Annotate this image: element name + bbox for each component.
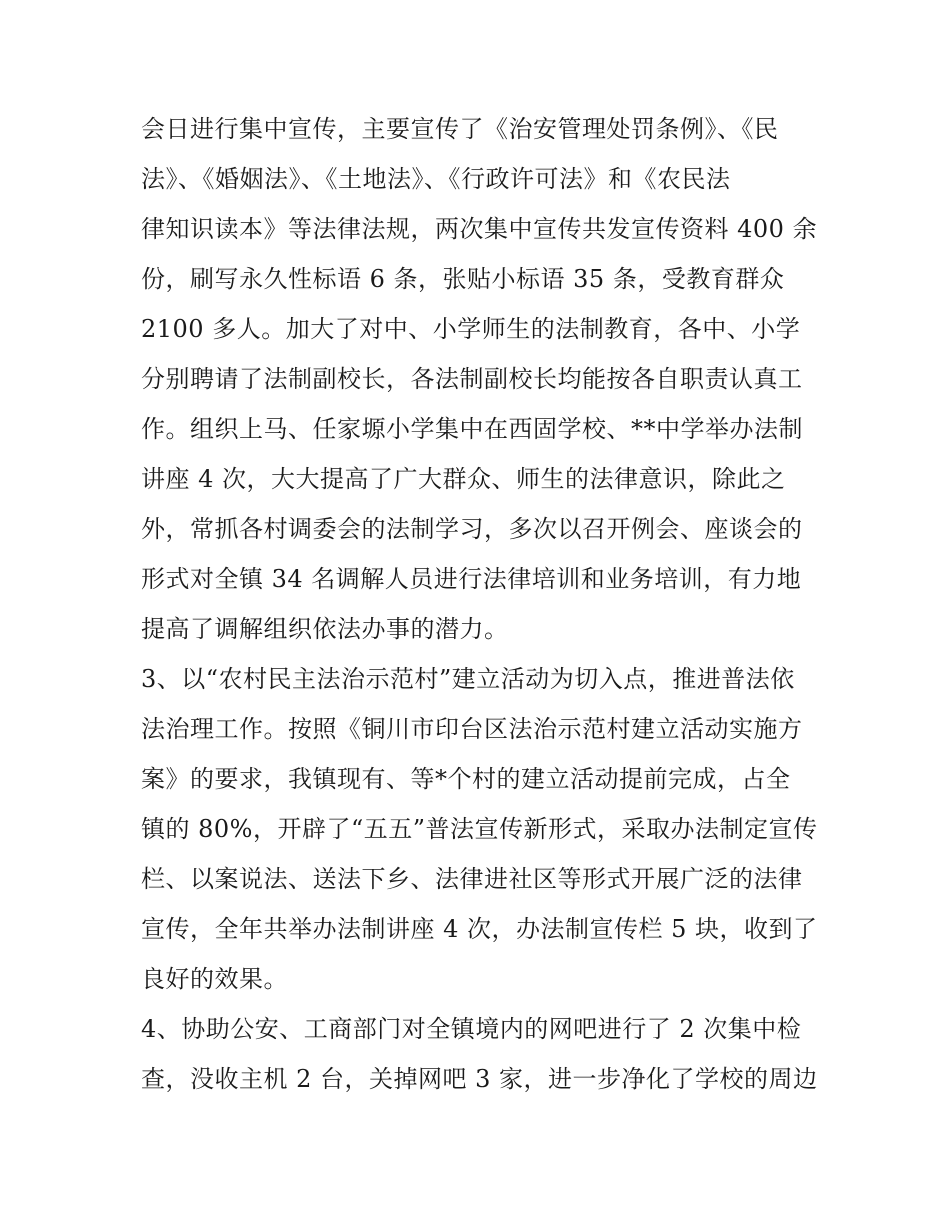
text-line: 外，常抓各村调委会的法制学习，多次以召开例会、座谈会的 [141,515,803,543]
text-line: 会日进行集中宣传，主要宣传了《治安管理处罚条例》、《民 [141,115,779,143]
document-body [141,104,821,1104]
text-line: 形式对全镇 34 名调解人员进行法律培训和业务培训，有力地 [141,565,802,593]
text-line: 讲座 4 次，大大提高了广大群众、师生的法律意识，除此之 [141,465,786,493]
text-line: 宣传，全年共举办法制讲座 4 次，办法制宣传栏 5 块，收到了 [141,915,818,943]
text-line: 2100 多人。加大了对中、小学师生的法制教育，各中、小学 [141,315,801,343]
text-line: 良好的效果。 [141,965,288,993]
text-line: 提高了调解组织依法办事的潜力。 [141,615,509,643]
text-line: 法治理工作。按照《铜川市印台区法治示范村建立活动实施方 [141,715,803,743]
text-line: 镇的 80%，开辟了“五五”普法宣传新形式，采取办法制定宣传 [141,815,818,843]
text-line: 3、以“农村民主法治示范村”建立活动为切入点，推进普法依 [141,665,795,693]
text-line: 份，刷写永久性标语 6 条，张贴小标语 35 条，受教育群众 [141,265,785,293]
text-line: 4、协助公安、工商部门对全镇境内的网吧进行了 2 次集中检 [141,1015,802,1043]
text-line: 查，没收主机 2 台，关掉网吧 3 家，进一步净化了学校的周边 [141,1065,818,1093]
text-line: 分别聘请了法制副校长，各法制副校长均能按各自职责认真工 [141,365,803,393]
text-line: 作。组织上马、任家塬小学集中在西固学校、**中学举办法制 [141,415,803,443]
text-line: 法》、《婚姻法》、《土地法》、《行政许可法》和《农民法 [141,165,731,193]
text-line: 栏、以案说法、送法下乡、法律进社区等形式开展广泛的法律 [141,865,803,893]
text-line: 律知识读本》等法律法规，两次集中宣传共发宣传资料 400 余 [141,215,818,243]
text-line: 案》的要求，我镇现有、等*个村的建立活动提前完成，占全 [141,765,791,793]
